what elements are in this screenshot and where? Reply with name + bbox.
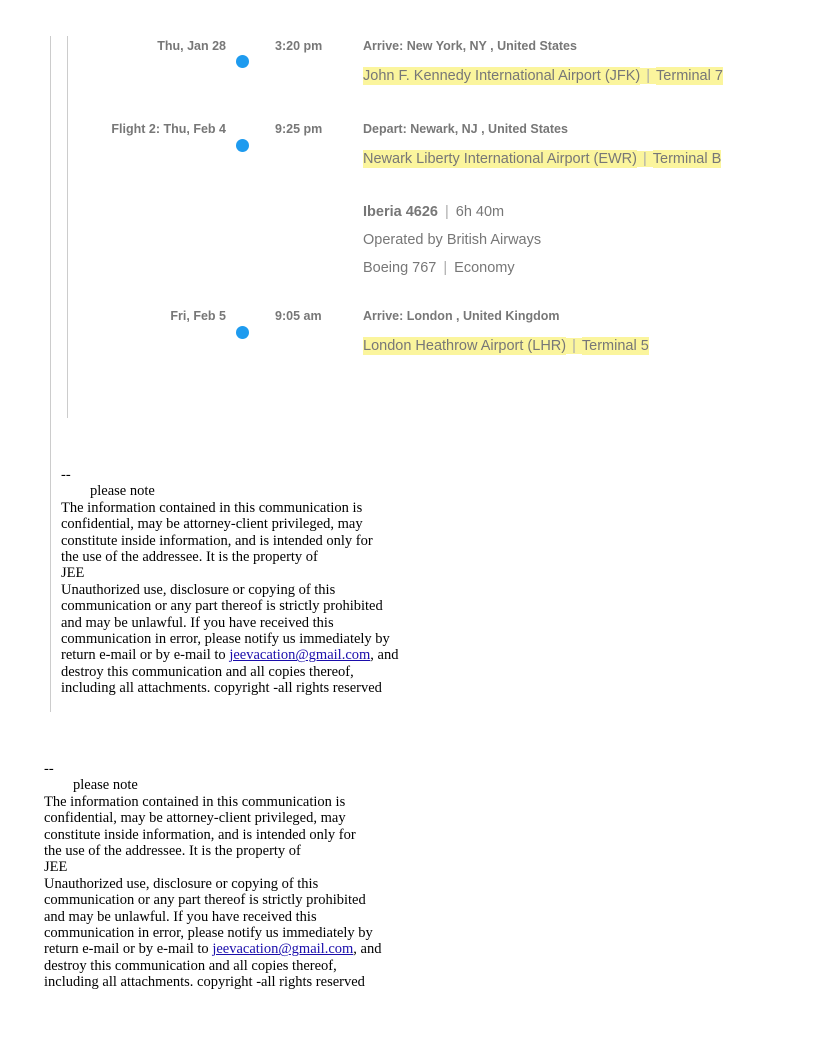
arrival-1-terminal: Terminal 7 bbox=[656, 68, 723, 84]
timeline-dot-icon bbox=[236, 326, 249, 339]
signature-line: The information contained in this communication is bbox=[44, 793, 346, 810]
signature-note: please note bbox=[90, 483, 155, 500]
signature-line: The information contained in this communication is bbox=[61, 499, 363, 516]
signature-line: constitute inside information, and is intended only for bbox=[61, 532, 373, 549]
signature-line: communication in error, please notify us immediately by bbox=[61, 631, 390, 648]
arrival-2-time: 9:05 am bbox=[275, 309, 322, 323]
signature-line: communication in error, please notify us immediately by bbox=[44, 925, 373, 942]
separator: | bbox=[443, 260, 448, 276]
departure-2-airport-line bbox=[363, 151, 721, 167]
arrival-1-title: Arrive: New York, NY , United States bbox=[363, 39, 577, 53]
signature-line: destroy this communication and all copies thereof, bbox=[44, 957, 337, 974]
signature-block-quoted bbox=[61, 467, 398, 697]
signature-line: including all attachments. copyright -all rights reserved bbox=[61, 680, 382, 697]
email-suffix: , and bbox=[353, 941, 382, 958]
signature-note: please note bbox=[73, 777, 138, 794]
operated-by: Operated by British Airways bbox=[363, 232, 542, 248]
arrival-1-airport-line bbox=[363, 68, 723, 84]
departure-2-time: 9:25 pm bbox=[275, 122, 323, 136]
timeline-dot-icon bbox=[236, 55, 249, 68]
email-link[interactable]: jeevacation@gmail.com bbox=[212, 941, 354, 958]
email-prefix: return e-mail or by e-mail to bbox=[44, 941, 213, 958]
signature-email-line bbox=[44, 941, 381, 957]
separator: | bbox=[640, 68, 656, 84]
signature-line: communication or any part thereof is strictly prohibited bbox=[61, 598, 383, 615]
arrival-2-airport: London Heathrow Airport (LHR) bbox=[363, 338, 567, 354]
separator: | bbox=[444, 204, 449, 220]
signature-line: constitute inside information, and is intended only for bbox=[44, 826, 356, 843]
signature-line: the use of the addressee. It is the property of bbox=[44, 843, 301, 860]
signature-line: communication or any part thereof is strictly prohibited bbox=[44, 892, 366, 909]
signature-email-line bbox=[61, 647, 398, 663]
quote-bar-outer bbox=[50, 36, 51, 712]
arrival-1-airport: John F. Kennedy International Airport (JFK) bbox=[363, 68, 641, 84]
separator: | bbox=[566, 338, 582, 354]
flight-2-number-line bbox=[363, 204, 504, 220]
timeline-dot-icon bbox=[236, 139, 249, 152]
arrival-1-date: Thu, Jan 28 bbox=[157, 39, 226, 53]
signature-line: destroy this communication and all copies thereof, bbox=[61, 663, 354, 680]
signature-line: including all attachments. copyright -all rights reserved bbox=[44, 974, 365, 991]
signature-line: JEE bbox=[44, 859, 68, 876]
signature-block bbox=[44, 761, 381, 991]
signature-line: and may be unlawful. If you have received this bbox=[44, 908, 317, 925]
signature-dashes: -- bbox=[61, 467, 71, 483]
arrival-2-title: Arrive: London , United Kingdom bbox=[363, 309, 560, 323]
arrival-1-time: 3:20 pm bbox=[275, 39, 323, 53]
arrival-2-terminal: Terminal 5 bbox=[581, 338, 649, 354]
quote-bar-inner bbox=[67, 36, 68, 418]
aircraft-line bbox=[363, 260, 515, 276]
aircraft: Boeing 767 bbox=[363, 260, 437, 276]
signature-line: Unauthorized use, disclosure or copying of this bbox=[61, 581, 336, 598]
signature-line: Unauthorized use, disclosure or copying of this bbox=[44, 875, 319, 892]
cabin-class: Economy bbox=[454, 260, 515, 276]
email-link[interactable]: jeevacation@gmail.com bbox=[229, 647, 371, 664]
arrival-2-airport-line bbox=[363, 338, 649, 354]
departure-2-terminal: Terminal B bbox=[652, 151, 722, 167]
email-suffix: , and bbox=[370, 647, 399, 664]
flight-number: Iberia 4626 bbox=[363, 204, 438, 220]
arrival-2-date: Fri, Feb 5 bbox=[170, 309, 226, 323]
signature-line: JEE bbox=[61, 565, 85, 582]
departure-2-title: Depart: Newark, NJ , United States bbox=[363, 122, 568, 136]
signature-line: confidential, may be attorney-client privileged, may bbox=[44, 810, 346, 827]
departure-2-airport: Newark Liberty International Airport (EWR) bbox=[363, 151, 637, 167]
separator: | bbox=[637, 151, 653, 167]
flight-duration: 6h 40m bbox=[455, 204, 505, 220]
email-prefix: return e-mail or by e-mail to bbox=[61, 647, 230, 664]
signature-line: confidential, may be attorney-client privileged, may bbox=[61, 516, 363, 533]
departure-2-date: Flight 2: Thu, Feb 4 bbox=[111, 122, 226, 136]
signature-dashes: -- bbox=[44, 761, 54, 777]
signature-line: and may be unlawful. If you have received this bbox=[61, 614, 334, 631]
signature-line: the use of the addressee. It is the property of bbox=[61, 549, 318, 566]
